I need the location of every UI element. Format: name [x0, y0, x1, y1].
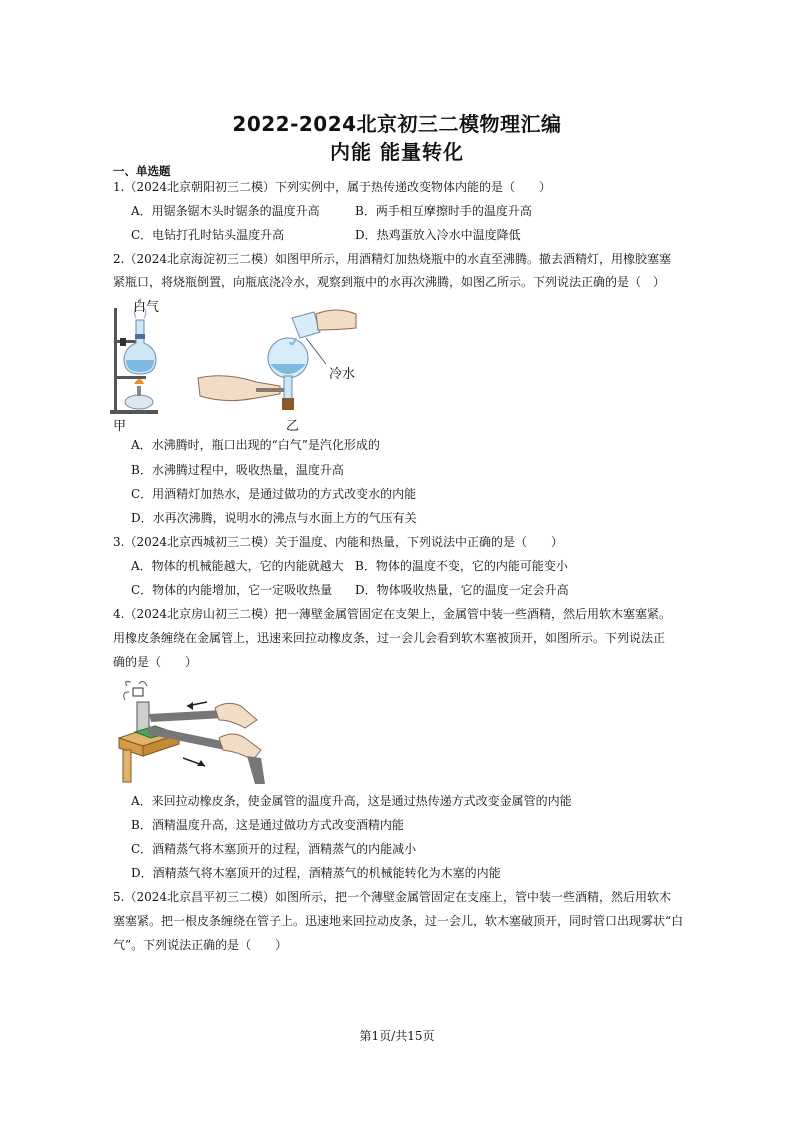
steam-label: 白气 — [133, 300, 160, 315]
question-1-option-a: A．用锯条锯木头时锯条的温度升高 — [131, 204, 320, 218]
question-3-stem: 3.（2024北京西城初三二模）关于温度、内能和热量，下列说法中正确的是（ ） — [113, 535, 563, 549]
question-1-option-b: B．两手相互摩擦时手的温度升高 — [355, 204, 532, 218]
metal-tube-rubber-strap-figure — [115, 680, 265, 786]
question-4-stem-line-1: 4.（2024北京房山初三二模）把一薄壁金属管固定在支架上，金属管中装一些酒精，然后用软木塞塞紧。 — [113, 607, 671, 621]
section-heading: 一、单选题 — [113, 164, 171, 178]
document-subtitle: 内能 能量转化 — [330, 140, 464, 164]
question-2-option-a: A．水沸腾时，瓶口出现的“白气”是汽化形成的 — [131, 438, 380, 452]
document-title: 2022-2024北京初三二模物理汇编 — [232, 112, 562, 136]
question-3-option-c: C．物体的内能增加，它一定吸收热量 — [131, 583, 333, 597]
question-5-stem-line-2: 塞塞紧。把一根皮条缠绕在管子上。迅速地来回拉动皮条，过一会儿，软木塞破顶开，同时管口出现雾状“白 — [113, 914, 684, 928]
question-2-stem-line-2: 紧瓶口，将烧瓶倒置，向瓶底浇冷水，观察到瓶中的水再次沸腾，如图乙所示。下列说法正确的是（ ） — [113, 275, 666, 289]
question-4-option-a: A．来回拉动橡皮条，使金属管的温度升高，这是通过热传递方式改变金属管的内能 — [131, 794, 572, 808]
question-2-option-d: D．水再次沸腾，说明水的沸点与水面上方的气压有关 — [131, 511, 417, 525]
question-4-stem-line-2: 用橡皮条缠绕在金属管上，迅速来回拉动橡皮条，过一会儿会看到软木塞被顶开，如图所示。下列说法正 — [113, 631, 666, 645]
question-3-option-b: B．物体的温度不变，它的内能可能变小 — [355, 559, 568, 573]
boiling-flask-figure — [106, 298, 166, 418]
cold-water-label: 冷水 — [329, 367, 356, 382]
question-3-option-d: D．物体吸收热量，它的温度一定会升高 — [355, 583, 569, 597]
question-4-stem-line-3: 确的是（ ） — [113, 655, 198, 669]
figure-yi-label: 乙 — [286, 419, 300, 434]
question-2-option-c: C．用酒精灯加热水，是通过做功的方式改变水的内能 — [131, 487, 417, 501]
figure-jia-label: 甲 — [113, 419, 127, 434]
question-3-option-a: A．物体的机械能越大，它的内能就越大 — [131, 559, 344, 573]
page-footer: 第1页/共15页 — [359, 1029, 435, 1043]
question-1-stem: 1.（2024北京朝阳初三二模）下列实例中，属于热传递改变物体内能的是（ ） — [113, 180, 551, 194]
question-2-option-b: B．水沸腾过程中，吸收热量，温度升高 — [131, 463, 344, 477]
question-1-option-d: D．热鸡蛋放入冷水中温度降低 — [355, 228, 521, 242]
question-5-stem-line-1: 5.（2024北京昌平初三二模）如图所示，把一个薄壁金属管固定在支座上，管中装一些酒精，然后用软木 — [113, 890, 671, 904]
question-1-option-c: C．电钻打孔时钻头温度升高 — [131, 228, 285, 242]
question-2-stem-line-1: 2.（2024北京海淀初三二模）如图甲所示，用酒精灯加热烧瓶中的水直至沸腾。撤去酒精灯，用橡胶塞塞 — [113, 252, 671, 266]
question-4-option-b: B．酒精温度升高，这是通过做功方式改变酒精内能 — [131, 818, 404, 832]
question-4-option-c: C．酒精蒸气将木塞顶开的过程，酒精蒸气的内能减小 — [131, 842, 417, 856]
question-4-option-d: D．酒精蒸气将木塞顶开的过程，酒精蒸气的机械能转化为木塞的内能 — [131, 866, 501, 880]
question-5-stem-line-3: 气”。下列说法正确的是（ ） — [113, 938, 288, 952]
